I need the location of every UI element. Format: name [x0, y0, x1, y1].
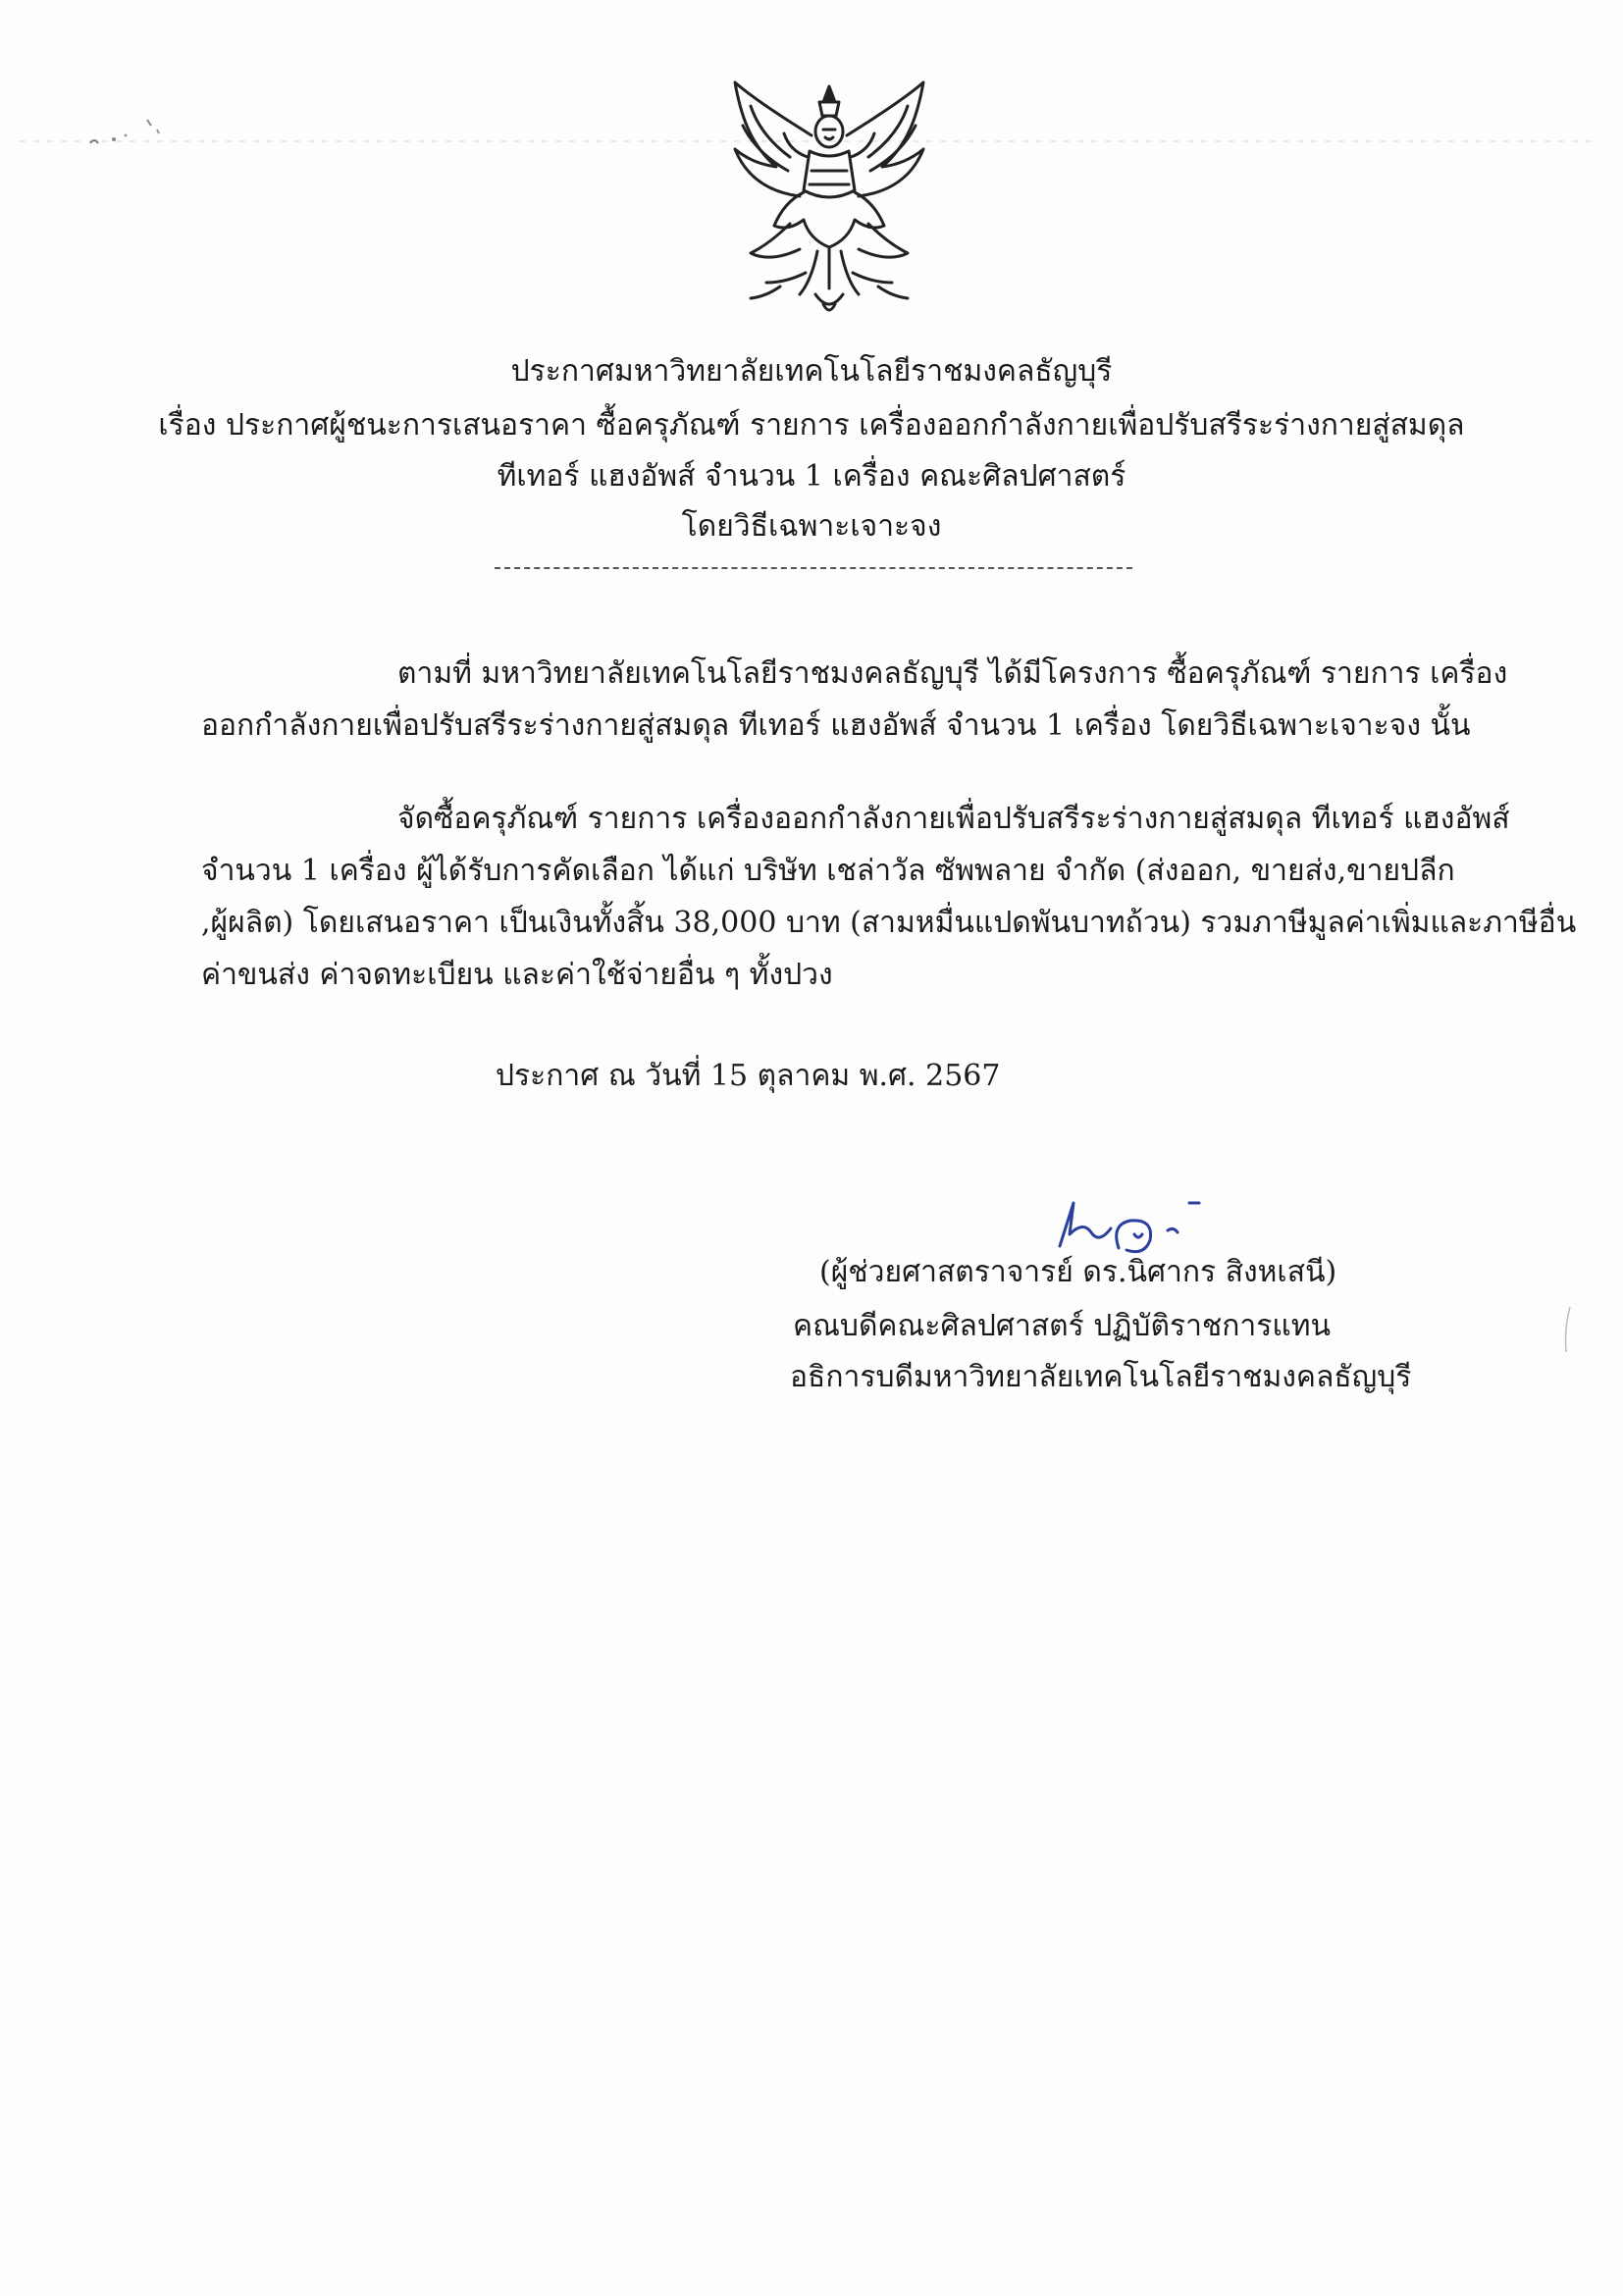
paragraph-line: ออกกำลังกายเพื่อปรับสรีระร่างกายสู่สมดุล ทีเทอร์ แฮงอัพส์ จำนวน 1 เครื่อง โดยวิธีเฉพาะเจาะจง นั้น: [201, 708, 1471, 743]
announcement-date: ประกาศ ณ วันที่ 15 ตุลาคม พ.ศ. 2567: [496, 1059, 1001, 1093]
signatory-name: (ผู้ช่วยศาสตราจารย์ ดร.นิศากร สิงหเสนี): [819, 1255, 1337, 1289]
garuda-emblem-icon: [721, 77, 937, 322]
scan-edge-mark: [1562, 1305, 1574, 1354]
header-method-line: โดยวิธีเฉพาะเจาะจง: [681, 509, 942, 544]
paragraph-project: [201, 648, 1508, 752]
signatory-position: คณบดีคณะศิลปศาสตร์ ปฏิบัติราชการแทน: [793, 1309, 1332, 1343]
scan-speck-mark: [86, 116, 165, 155]
header-title-line: ประกาศมหาวิทยาลัยเทคโนโลยีราชมงคลธัญบุรี: [510, 354, 1113, 389]
header-item-line: ทีเทอร์ แฮงอัพส์ จำนวน 1 เครื่อง คณะศิลปศาสตร์: [497, 459, 1126, 494]
header-separator: [495, 567, 1132, 569]
paragraph-line: ค่าขนส่ง ค่าจดทะเบียน และค่าใช้จ่ายอื่น ๆ ทั้งปวง: [201, 958, 833, 992]
paragraph-line: จัดซื้อครุภัณฑ์ รายการ เครื่องออกกำลังกายเพื่อปรับสรีระร่างกายสู่สมดุล ทีเทอร์ แฮงอัพส์: [397, 802, 1510, 836]
paragraph-line: ตามที่ มหาวิทยาลัยเทคโนโลยีราชมงคลธัญบุรี ได้มีโครงการ ซื้อครุภัณฑ์ รายการ เครื่อง: [397, 656, 1508, 691]
paragraph-line: ,ผู้ผลิต) โดยเสนอราคา เป็นเงินทั้งสิ้น 38,000 บาท (สามหมื่นแปดพันบาทถ้วน) รวมภาษีมูลค่าเพิ่มและภาษีอื่น: [201, 906, 1577, 940]
paragraph-line: จำนวน 1 เครื่อง ผู้ได้รับการคัดเลือก ได้แก่ บริษัท เชล่าวัล ซัพพลาย จำกัด (ส่งออก, ขายส่ง,ขายปลีก: [201, 854, 1455, 888]
signatory-position-acting: อธิการบดีมหาวิทยาลัยเทคโนโลยีราชมงคลธัญบุรี: [790, 1360, 1412, 1394]
paragraph-award: [201, 793, 1577, 1001]
header-subject-line: เรื่อง ประกาศผู้ชนะการเสนอราคา ซื้อครุภัณฑ์ รายการ เครื่องออกกำลังกายเพื่อปรับสรีระร่างกายสู่สมดุล: [158, 408, 1465, 443]
